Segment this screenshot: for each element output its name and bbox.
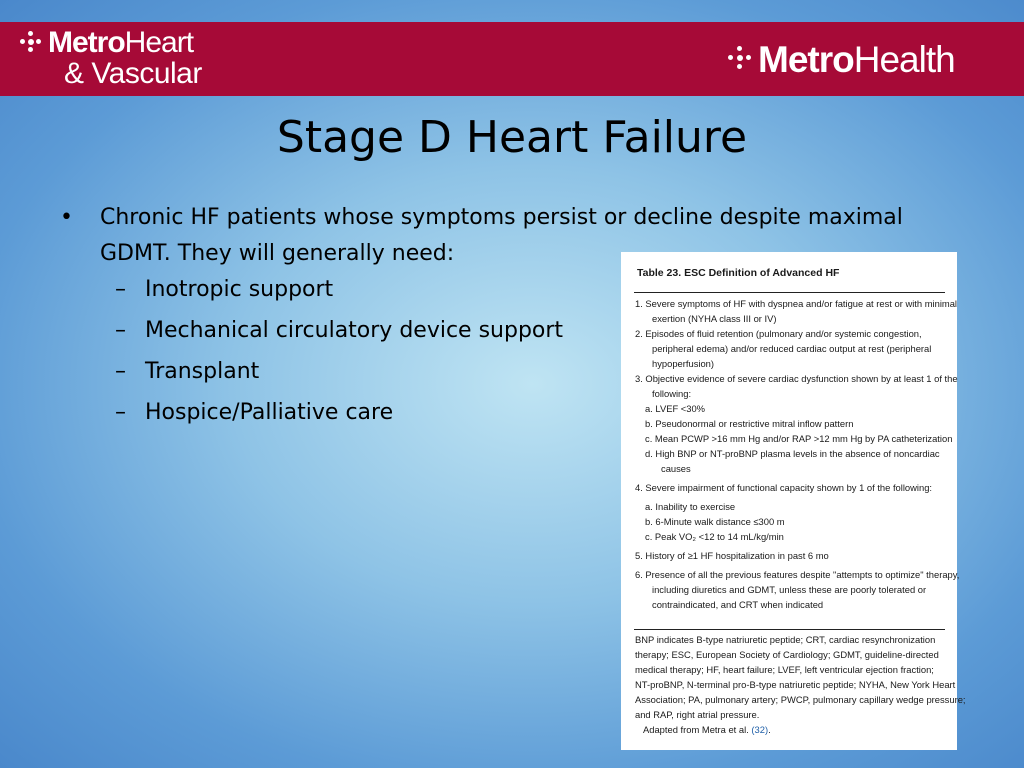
table-row: 4. Severe impairment of functional capacity shown by 1 of the following: [635, 482, 933, 493]
table-row: 5. History of ≥1 HF hospitalization in past 6 mo [635, 550, 829, 561]
sub-bullet-text: Inotropic support [145, 277, 334, 302]
footnote-line: and RAP, right atrial pressure. [635, 709, 760, 720]
sub-bullet-text: Hospice/Palliative care [145, 400, 394, 425]
main-bullet-line1: Chronic HF patients whose symptoms persist or decline despite maximal [100, 205, 903, 230]
adapted-prefix: Adapted from Metra et al. [643, 724, 752, 735]
dash-icon: – [115, 359, 126, 384]
table-row: following: [652, 388, 692, 399]
footnote-line: NT-proBNP, N-terminal pro-B-type natriuretic peptide; NYHA, New York Heart [635, 679, 956, 690]
table-row: a. LVEF <30% [645, 403, 706, 414]
logo-dots-icon [20, 31, 42, 53]
logo-right-brand-regular: Health [853, 39, 955, 80]
logo-dots-icon [728, 46, 752, 70]
logo-left-line2: & Vascular [64, 57, 202, 90]
dash-icon: – [115, 318, 126, 343]
table-row: 3. Objective evidence of severe cardiac dysfunction shown by at least 1 of the [635, 373, 958, 384]
table-footnote [635, 632, 966, 737]
table-rows [635, 296, 960, 612]
adapted-citation-link[interactable]: (32) [751, 724, 769, 735]
sub-bullet-text: Transplant [145, 359, 260, 384]
logo-left-brand-bold: Metro [48, 26, 125, 59]
table-row: c. Mean PCWP >16 mm Hg and/or RAP >12 mm Hg by PA catheterization [645, 433, 953, 444]
table-top-rule [634, 292, 945, 293]
sub-bullet-text: Mechanical circulatory device support [145, 318, 564, 343]
table-row: b. Pseudonormal or restrictive mitral inflow pattern [645, 418, 854, 429]
table-row: b. 6-Minute walk distance ≤300 m [645, 516, 785, 527]
slide-title: Stage D Heart Failure [276, 112, 748, 163]
table-row: contraindicated, and CRT when indicated [652, 599, 824, 610]
adapted-suffix: . [768, 724, 771, 735]
footnote-line: Association; PA, pulmonary artery; PWCP, pulmonary capillary wedge pressure; [635, 694, 966, 705]
table-row: c. Peak VO₂ <12 to 14 mL/kg/min [645, 531, 784, 542]
adapted-from-line [635, 722, 947, 737]
table-row: 1. Severe symptoms of HF with dyspnea and/or fatigue at rest or with minimal [635, 298, 958, 309]
main-bullet-line2: GDMT. They will generally need: [100, 241, 455, 266]
metrohealth-logo [728, 40, 955, 80]
table-bottom-rule [634, 629, 945, 630]
table-row: 2. Episodes of fluid retention (pulmonary and/or systemic congestion, [635, 328, 922, 339]
table-row: including diuretics and GDMT, unless these are poorly tolerated or [652, 584, 927, 595]
metroheart-vascular-logo [20, 27, 202, 89]
table-row: causes [661, 463, 691, 474]
dash-icon: – [115, 277, 126, 302]
table-row: a. Inability to exercise [645, 501, 736, 512]
dash-icon: – [115, 400, 126, 425]
footnote-line: medical therapy; HF, heart failure; LVEF, left ventricular ejection fraction; [635, 664, 934, 675]
footnote-line: BNP indicates B-type natriuretic peptide; CRT, cardiac resynchronization [635, 634, 936, 645]
table-row: exertion (NYHA class III or IV) [652, 313, 777, 324]
bullet-dot-icon: • [60, 205, 73, 230]
table-title: Table 23. ESC Definition of Advanced HF [637, 267, 840, 279]
table-row: hypoperfusion) [652, 358, 715, 369]
table-row: d. High BNP or NT-proBNP plasma levels in the absence of noncardiac [645, 448, 940, 459]
logo-left-brand-regular: Heart [124, 26, 194, 59]
footnote-line: therapy; ESC, European Society of Cardiology; GDMT, guideline-directed [635, 649, 939, 660]
esc-advanced-hf-table [621, 252, 966, 750]
table-row: peripheral edema) and/or reduced cardiac output at rest (peripheral [652, 343, 932, 354]
table-row: 6. Presence of all the previous features despite "attempts to optimize" therapy, [635, 569, 960, 580]
logo-right-brand-bold: Metro [758, 39, 854, 80]
